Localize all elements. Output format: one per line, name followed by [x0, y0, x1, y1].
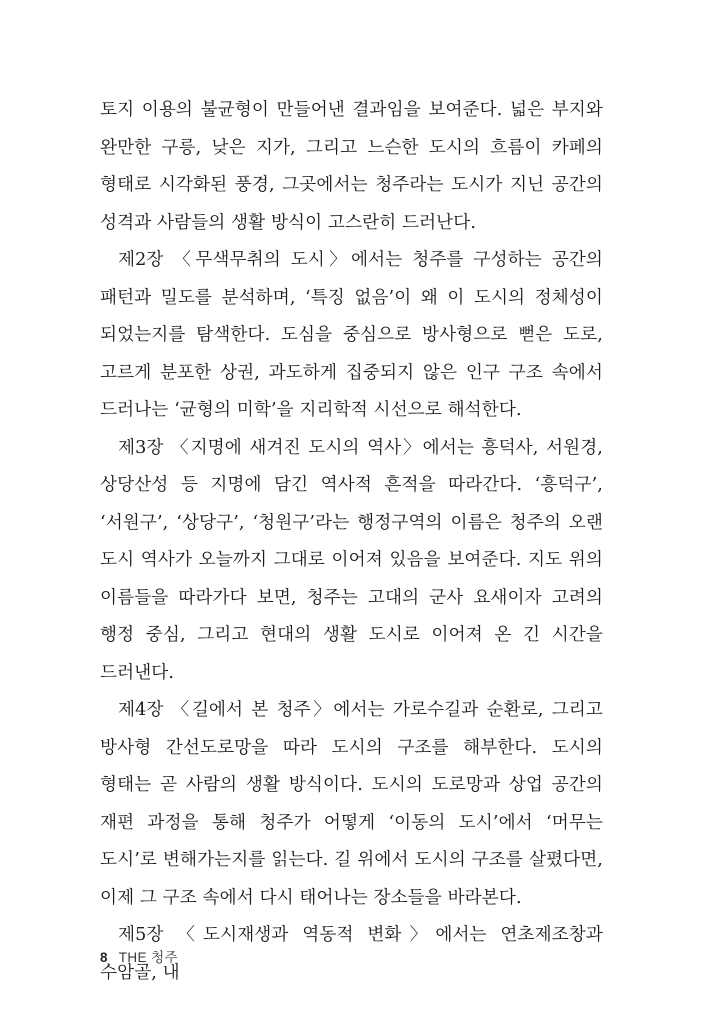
- paragraph-chapter-5: 제5장 〈도시재생과 역동적 변화〉에서는 연초제조창과 수암골, 내: [100, 925, 603, 983]
- paragraph-chapter-3: 제3장 〈지명에 새겨진 도시의 역사〉에서는 흥덕사, 서원경, 상당산성 등 지명에 담긴 역사적 흔적을 따라간다. ‘흥덕구’, ‘서원구’, ‘상당구’, ‘청원구’라는 행정구역의 이름은 청주의 오랜 도시 역사가 오늘까지 그대로 이어져 있음을 보여준다. 지도 위의 이름들을 따라가다 보면, 청주는 고대의 군사 요새이자 고려의 행정 중심, 그리고 현대의 생활 도시로 이어져 온 긴 시간을 드러낸다.: [100, 437, 603, 683]
- body-text-block: [100, 92, 603, 992]
- page-footer: [100, 946, 178, 966]
- paragraph-continuation: 토지 이용의 불균형이 만들어낸 결과임을 보여준다. 넓은 부지와 완만한 구릉, 낮은 지가, 그리고 느슨한 도시의 흐름이 카페의 형태로 시각화된 풍경, 그곳에서는 청주라는 도시가 지닌 공간의 성격과 사람들의 생활 방식이 고스란히 드러난다.: [100, 100, 603, 233]
- paragraph-chapter-4: 제4장 〈길에서 본 청주〉에서는 가로수길과 순환로, 그리고 방사형 간선도로망을 따라 도시의 구조를 해부한다. 도시의 형태는 곧 사람의 생활 방식이다. 도시의 도로망과 상업 공간의 재편 과정을 통해 청주가 어떻게 ‘이동의 도시’에서 ‘머무는 도시’로 변해가는지를 읽는다. 길 위에서 도시의 구조를 살폈다면, 이제 그 구조 속에서 다시 태어나는 장소들을 바라본다.: [100, 700, 603, 908]
- running-book-title: THE 청주: [118, 950, 178, 965]
- page-number: 8: [100, 950, 108, 965]
- paragraph-chapter-2: 제2장 〈무색무취의 도시〉에서는 청주를 구성하는 공간의 패턴과 밀도를 분석하며, ‘특징 없음’이 왜 이 도시의 정체성이 되었는지를 탐색한다. 도심을 중심으로 방사형으로 뻗은 도로, 고르게 분포한 상권, 과도하게 집중되지 않은 인구 구조 속에서 드러나는 ‘균형의 미학’을 지리학적 시선으로 해석한다.: [100, 250, 603, 420]
